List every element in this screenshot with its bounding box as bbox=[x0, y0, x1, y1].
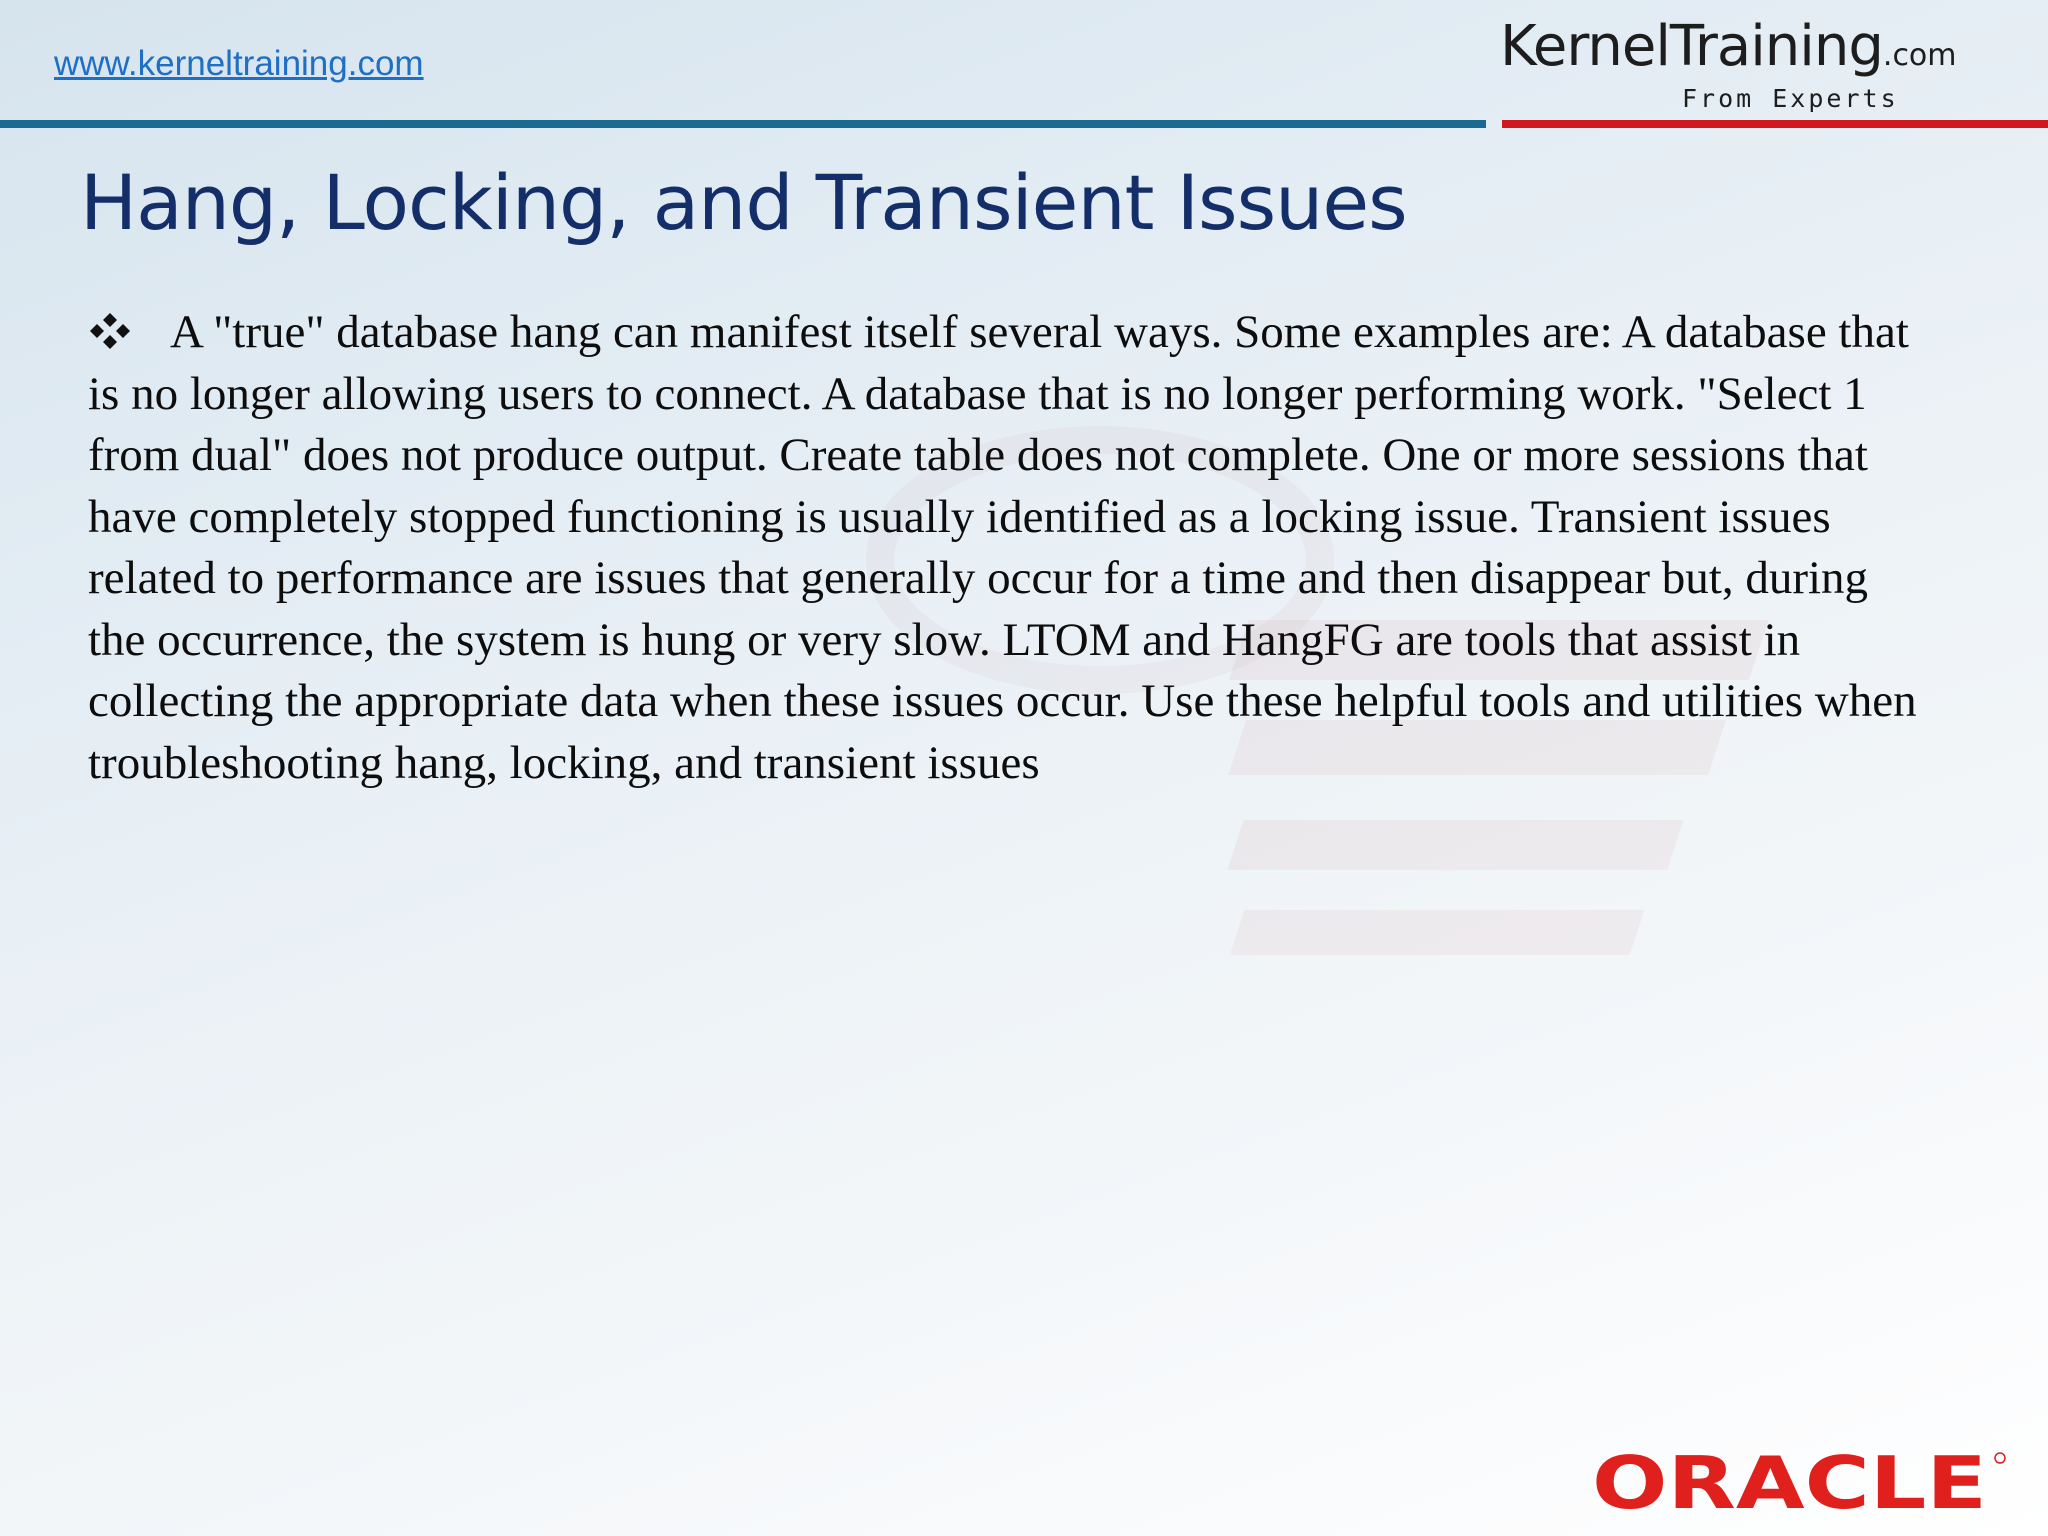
header-rule-blue bbox=[0, 120, 1486, 128]
oracle-logo-text: ORACLE bbox=[1592, 1450, 1987, 1516]
four-diamond-bullet-icon bbox=[88, 311, 132, 351]
bullet-item bbox=[88, 302, 1918, 794]
oracle-logo bbox=[1592, 1450, 2007, 1516]
slide-title: Hang, Locking, and Transient Issues bbox=[80, 158, 1407, 247]
website-link[interactable]: www.kerneltraining.com bbox=[54, 44, 424, 83]
kerneltraining-logo bbox=[1500, 14, 2030, 114]
logo-tagline: From Experts bbox=[1682, 84, 1899, 113]
bullet-text: A "true" database hang can manifest itself several ways. Some examples are: A database that is no longer allowing users to connect. A database that is no longer performing work. "Select 1 from dual" does not produce output. Create table does not complete. One or more sessions that have completely stopped functioning is usually identified as a locking issue. Transient issues related to performance are issues that generally occur for a time and then disappear but, during the occurrence, the system is hung or very slow. LTOM and HangFG are tools that assist in collecting the appropriate data when these issues occur. Use these helpful tools and utilities when troubleshooting hang, locking, and transient issues bbox=[88, 306, 1917, 789]
header-rule-red bbox=[1502, 120, 2048, 128]
logo-main-text: KernelTraining bbox=[1500, 14, 1883, 79]
logo-suffix: .com bbox=[1882, 38, 1957, 73]
slide-content bbox=[88, 302, 1918, 794]
